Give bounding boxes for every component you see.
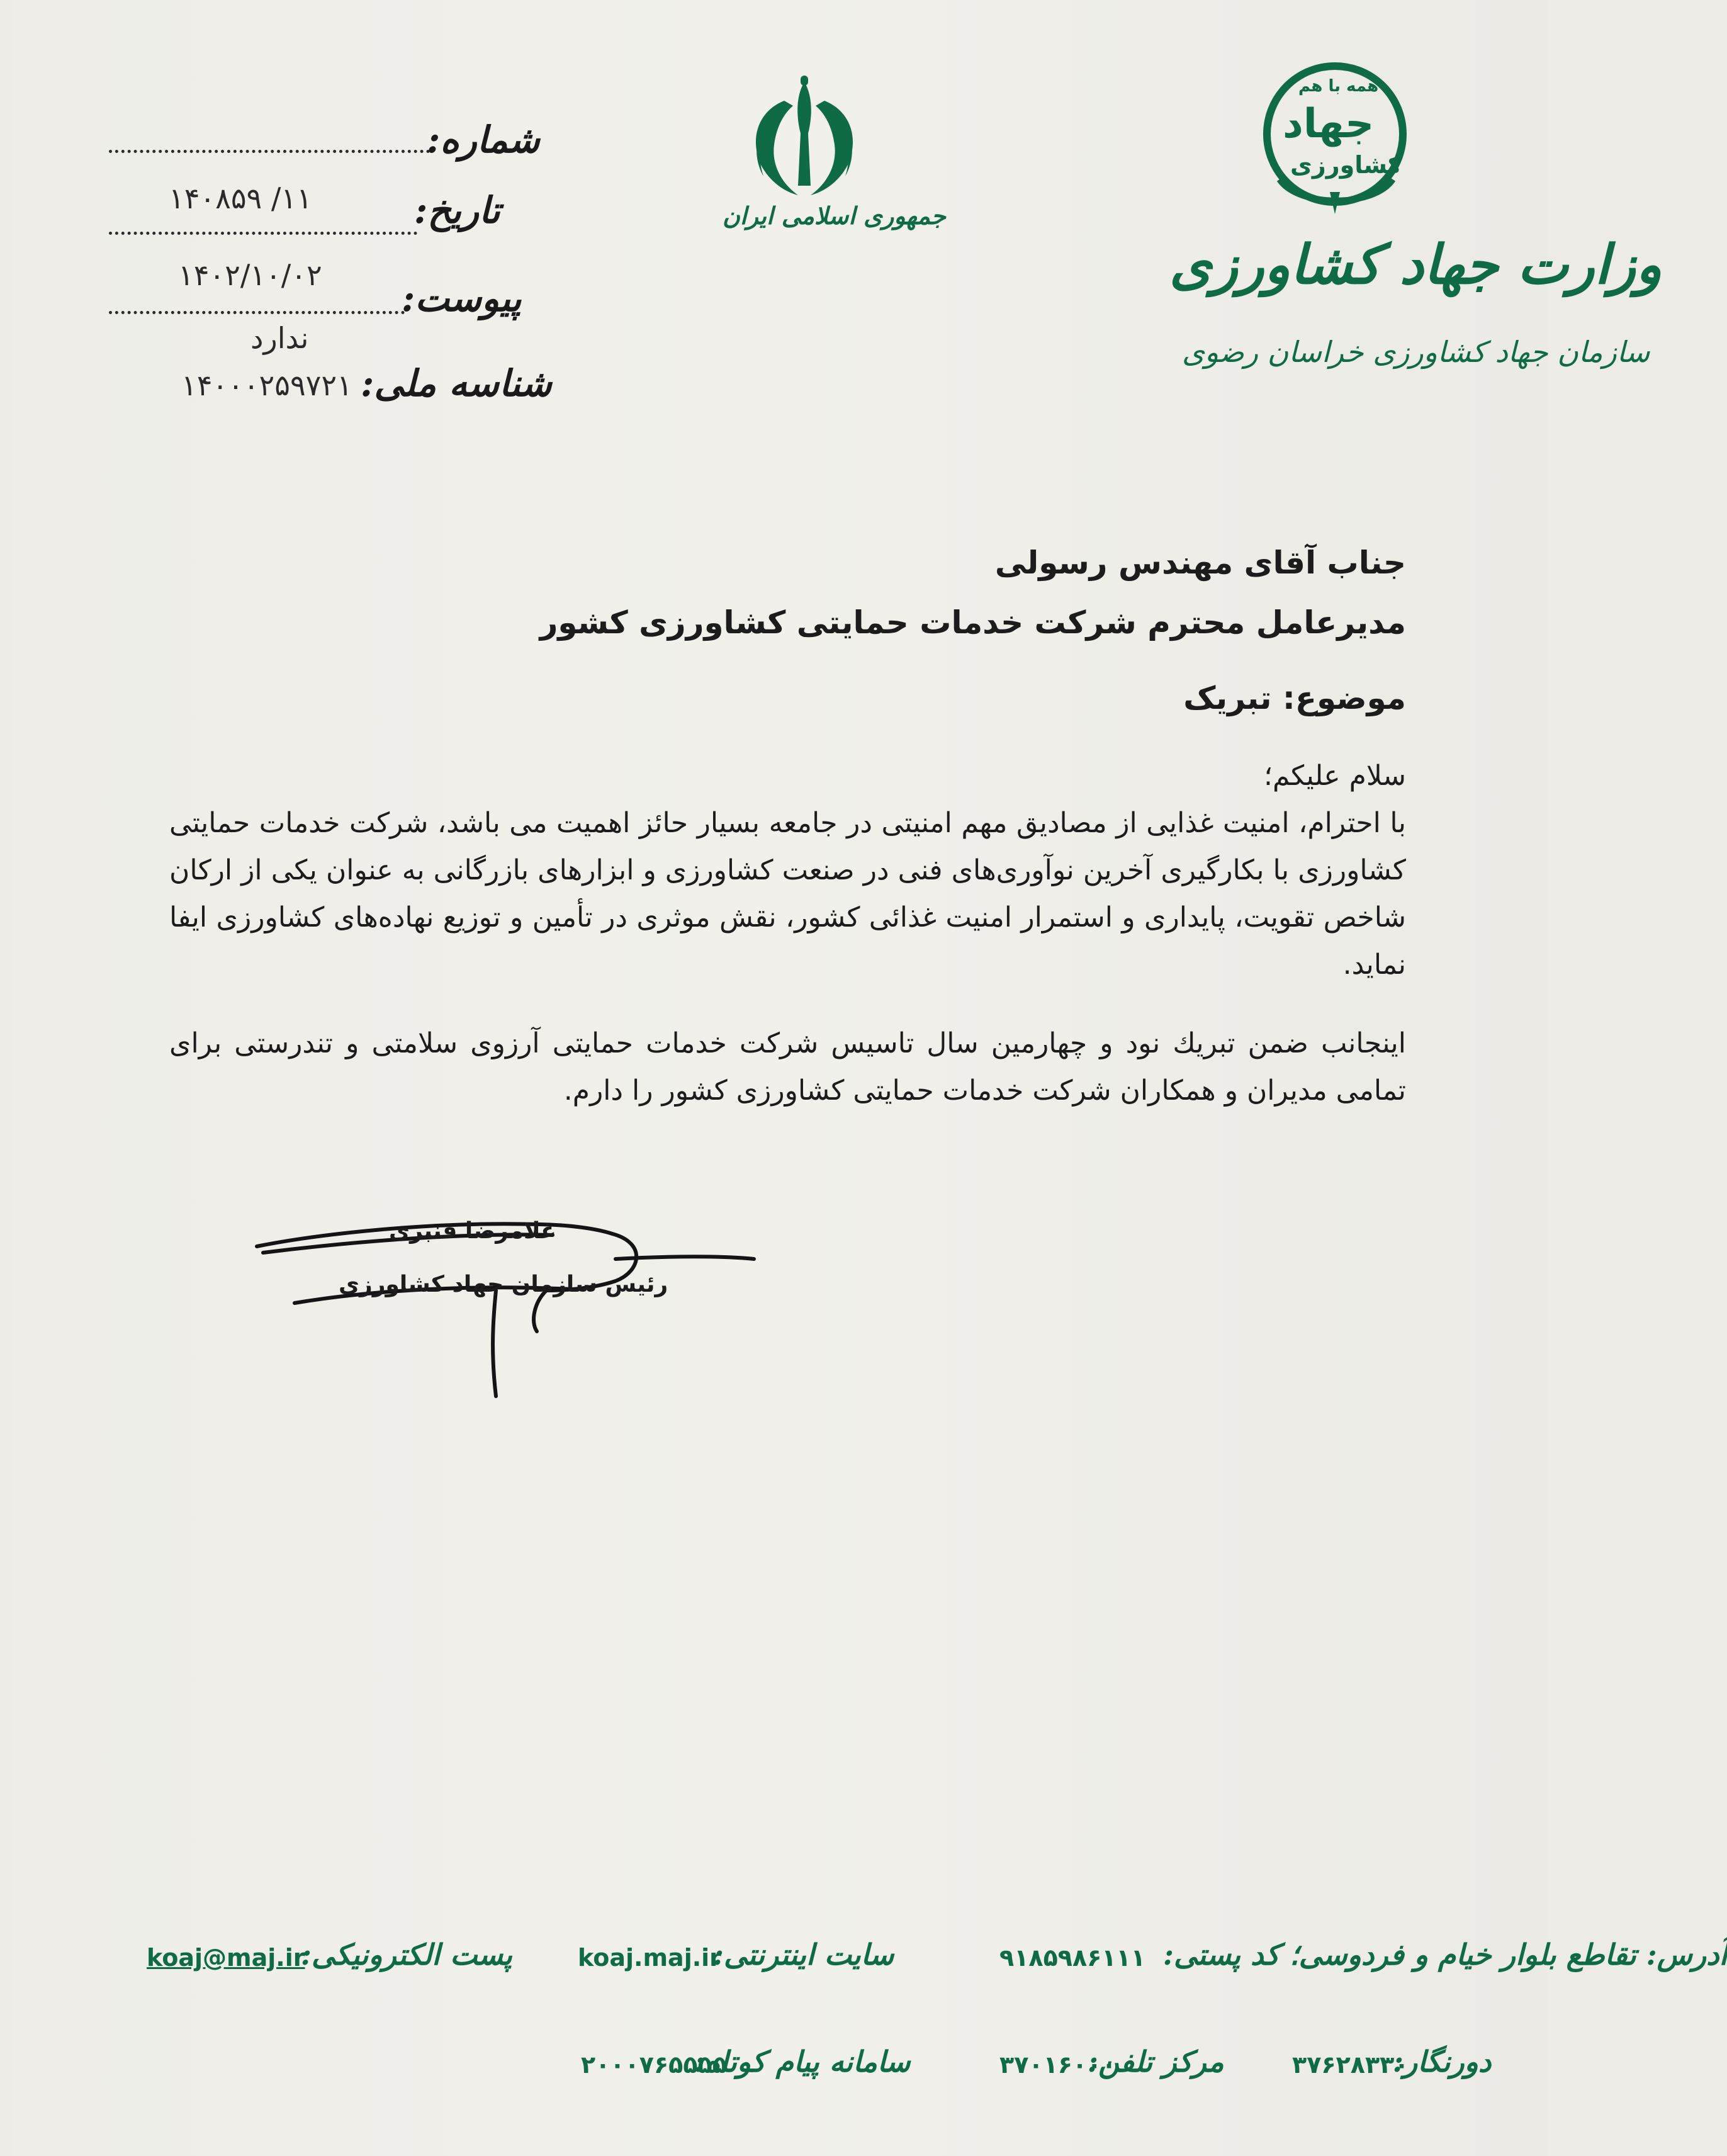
phone-number: ۳۷۰۱۶۰۰۰ [999,2051,1117,2079]
number-label: شماره: [427,118,540,161]
recipient-line-2: مدیرعامل محترم شرکت خدمات حمایتی کشاورزی کشور [539,604,1406,641]
seal-main-text: جهاد [1283,101,1375,147]
fax-number: ۳۷۶۲۸۳۳۰ [1292,2051,1409,2079]
greeting: سلام علیکم؛ [1263,760,1406,792]
email-label: پست الکترونیکی: [301,1938,513,1972]
national-id-value: ۱۴۰۰۰۲۵۹۷۲۱ [181,368,352,402]
attachment-dotted-line [109,311,405,314]
website-label: سایت اینترنتی: [713,1938,894,1972]
seal-top-text: همه با هم [1298,77,1379,96]
paragraph-2: اینجانب ضمن تبریك نود و چهارمین سال تاسیس شرکت خدمات حمایتی آرزوی سلامتی و تندرستی برای تمامی مدیران و همکاران شرکت خدمات حمایتی کشاورزی کشور را دارم. [169,1027,1406,1107]
phone-label: مرکز تلفن: [1088,2045,1224,2079]
signer-name: غلامرضا قنبری [389,1218,556,1244]
seal-bottom-text: کشاورزی [1290,151,1402,179]
attachment-value: ندارد [250,321,309,355]
recipient-line-1: جناب آقای مهندس رسولی [994,545,1406,581]
sms-label: سامانه پیام کوتاه: [694,2045,911,2079]
iran-emblem-icon [735,76,874,208]
sms-number: ۲۰۰۰۷۶۵۵۵۵ [581,2051,727,2079]
number-dotted-line [109,150,430,153]
date-value: ۱۴۰۲/۱۰/۰۲ [178,258,322,292]
subject-line: موضوع: تبریک [1183,680,1406,716]
paragraph-1: با احترام، امنیت غذایی از مصادیق مهم امنیتی در جامعه بسیار حائز اهمیت می باشد، شرکت خدمات حمایتی کشاورزی با بکارگیری آخرین نوآوری‌های فنی در صنعت کشاورزی و ابزارهای بازرگانی به عنوان یکی از ارکان شاخص تقویت، پایداری و استمرار امنیت غذائی کشور، نقش موثری در تأمین و توزیع نهاده‌های کشاورزی ایفا نماید. [169,807,1406,981]
signer-title: رئیس سازمان جهاد کشاورزی [339,1272,668,1297]
address-label: آدرس: تقاطع بلوار خیام و فردوسی؛ کد پستی: [1163,1938,1727,1972]
date-label: تاریخ: [414,189,500,232]
email-link[interactable]: koaj@maj.ir [147,1944,305,1972]
emblem-caption: جمهوری اسلامی ایران [723,201,946,230]
ministry-name: وزارت جهاد کشاورزی [1169,233,1662,296]
website-link[interactable]: koaj.maj.ir [578,1944,721,1972]
postal-code: ۹۱۸۵۹۸۶۱۱۱ [999,1944,1145,1972]
letter-page [11,0,1727,2156]
national-id-label: شناسه ملی: [361,362,552,405]
number-value: ۱۱/ ۱۴۰۸۵۹ [169,181,312,215]
date-dotted-line [109,232,417,235]
attachment-label: پیوست: [402,277,522,320]
fax-label: دورنگار: [1393,2045,1492,2079]
organization-name: سازمان جهاد کشاورزی خراسان رضوی [1182,335,1650,369]
